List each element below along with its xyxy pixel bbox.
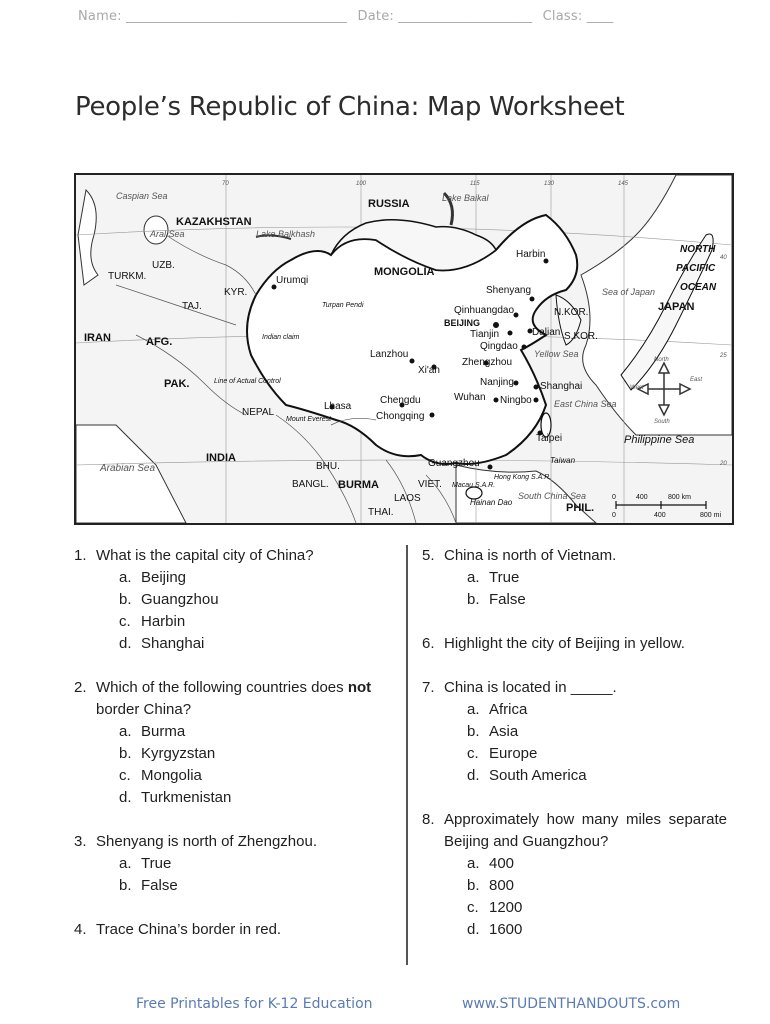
map-label-chongqing: Chongqing bbox=[376, 411, 425, 422]
answer-option[interactable] bbox=[74, 875, 384, 897]
question-4 bbox=[74, 919, 384, 941]
option-letter: d. bbox=[467, 921, 480, 938]
option-text: 400 bbox=[489, 855, 515, 872]
map-label-turpan-pendi: Turpan Pendi bbox=[322, 302, 364, 309]
map-label-kazakhstan: KAZAKHSTAN bbox=[176, 216, 252, 228]
map-label-wuhan: Wuhan bbox=[454, 392, 486, 403]
scale-mi-400: 400 bbox=[654, 512, 666, 519]
question-text: China is north of Vietnam. bbox=[444, 547, 617, 564]
map-label-philippines: PHIL. bbox=[566, 502, 595, 514]
option-text: Beijing bbox=[141, 569, 187, 586]
question-7 bbox=[422, 677, 727, 787]
option-letter: d. bbox=[119, 635, 132, 652]
map-label-pacific: PACIFIC bbox=[676, 263, 716, 274]
question-number: 3. bbox=[74, 833, 87, 850]
option-letter: a. bbox=[467, 569, 480, 586]
map-label-pakistan: PAK. bbox=[164, 378, 190, 390]
option-text: 1600 bbox=[489, 921, 523, 938]
map-label-dalian: Dalian bbox=[532, 327, 561, 338]
option-text: True bbox=[489, 569, 520, 586]
map-label-line-of-actual-control: Line of Actual Control bbox=[214, 378, 281, 385]
option-letter: a. bbox=[119, 569, 132, 586]
grid-number: 70 bbox=[222, 181, 229, 187]
answer-option[interactable] bbox=[422, 743, 727, 765]
option-text: Shanghai bbox=[141, 635, 205, 652]
question-text: China is located in _____. bbox=[444, 679, 617, 696]
question-text-part: border China? bbox=[96, 701, 192, 718]
worksheet-header bbox=[78, 9, 728, 24]
map-label-bangladesh: BANGL. bbox=[292, 479, 329, 490]
map-label-russia: RUSSIA bbox=[368, 198, 410, 210]
map-label-hainan-dao: Hainan Dao bbox=[470, 498, 513, 507]
question-number: 8. bbox=[422, 811, 435, 828]
map-label-shanghai: Shanghai bbox=[540, 381, 583, 392]
questions-right-column bbox=[422, 545, 727, 963]
map-label-turkmenistan: TURKM. bbox=[108, 271, 147, 282]
map-label-zhengzhou: Zhengzhou bbox=[462, 357, 513, 368]
question-number: 2. bbox=[74, 679, 87, 696]
map-label-indian-claim: Indian claim bbox=[262, 334, 300, 341]
option-text: Europe bbox=[489, 745, 538, 762]
map-label-tajikistan: TAJ. bbox=[182, 301, 202, 312]
question-text: Trace China’s border in red. bbox=[96, 921, 282, 938]
question-text: Highlight the city of Beijing in yellow. bbox=[444, 635, 685, 652]
option-letter: a. bbox=[119, 855, 132, 872]
answer-option[interactable] bbox=[74, 611, 384, 633]
map-label-taipei: Taipei bbox=[536, 433, 563, 444]
answer-option[interactable] bbox=[74, 853, 384, 875]
map-label-qinhuangdao: Qinhuangdao bbox=[454, 305, 515, 316]
option-letter: c. bbox=[467, 899, 479, 916]
answer-option[interactable] bbox=[74, 589, 384, 611]
footer-tagline-link[interactable]: Free Printables for K-12 Education bbox=[136, 996, 373, 1012]
map-label-taiwan: Taiwan bbox=[550, 456, 576, 465]
answer-option[interactable] bbox=[74, 765, 384, 787]
compass-north-label: North bbox=[654, 357, 669, 363]
option-letter: a. bbox=[467, 855, 480, 872]
option-letter: b. bbox=[467, 723, 480, 740]
map-label-nepal: NEPAL bbox=[242, 407, 275, 418]
answer-option[interactable] bbox=[422, 875, 727, 897]
answer-option[interactable] bbox=[74, 721, 384, 743]
option-text: False bbox=[489, 591, 526, 608]
option-letter: a. bbox=[119, 723, 132, 740]
option-letter: d. bbox=[119, 789, 132, 806]
map-label-lake-balkhash: Lake Balkhash bbox=[256, 229, 316, 239]
map-label-chengdu: Chengdu bbox=[380, 395, 421, 406]
question-1 bbox=[74, 545, 384, 655]
option-letter: c. bbox=[119, 613, 131, 630]
option-letter: b. bbox=[467, 591, 480, 608]
map-label-japan: JAPAN bbox=[658, 301, 695, 313]
option-text: Harbin bbox=[141, 613, 186, 630]
map-label-guangzhou: Guangzhou bbox=[428, 458, 480, 469]
option-text: True bbox=[141, 855, 172, 872]
option-text: False bbox=[141, 877, 178, 894]
option-letter: d. bbox=[467, 767, 480, 784]
map-label-ocean: OCEAN bbox=[680, 282, 717, 293]
map-label-urumqi: Urumqi bbox=[276, 275, 309, 286]
grid-number: 145 bbox=[618, 181, 629, 187]
question-5 bbox=[422, 545, 727, 611]
question-number: 6. bbox=[422, 635, 435, 652]
map-label-thailand: THAI. bbox=[368, 507, 394, 518]
compass-south-label: South bbox=[654, 419, 670, 425]
answer-option[interactable] bbox=[422, 853, 727, 875]
option-text: 800 bbox=[489, 877, 515, 894]
question-text bbox=[96, 677, 384, 721]
map-label-beijing: BEIJING bbox=[444, 318, 481, 328]
date-field-label: Date: ____________________ bbox=[357, 9, 533, 24]
answer-option[interactable] bbox=[74, 787, 384, 809]
option-text: Guangzhou bbox=[141, 591, 219, 608]
map-label-tianjin: Tianjin bbox=[470, 329, 500, 340]
map-label-aral-sea: Aral Sea bbox=[150, 229, 185, 239]
answer-option[interactable] bbox=[422, 765, 727, 787]
answer-option[interactable] bbox=[74, 567, 384, 589]
grid-number: 25 bbox=[720, 353, 727, 359]
scale-mi-800: 800 mi bbox=[700, 512, 722, 519]
option-letter: a. bbox=[467, 701, 480, 718]
question-text-part: Which of the following countries does bbox=[96, 679, 348, 696]
grid-number: 100 bbox=[356, 181, 367, 187]
option-text: Mongolia bbox=[141, 767, 202, 784]
compass-east-label: East bbox=[690, 377, 703, 383]
question-6 bbox=[422, 633, 727, 655]
grid-number: 115 bbox=[470, 181, 480, 187]
map-label-afghanistan: AFG. bbox=[146, 336, 173, 348]
answer-option[interactable] bbox=[422, 589, 727, 611]
option-text: Kyrgyzstan bbox=[141, 745, 216, 762]
option-text: South America bbox=[489, 767, 587, 784]
footer-website-link[interactable]: www.STUDENTHANDOUTS.com bbox=[462, 996, 681, 1012]
answer-option[interactable] bbox=[74, 743, 384, 765]
map-label-iran: IRAN bbox=[84, 332, 111, 344]
map-label-burma: BURMA bbox=[338, 479, 379, 491]
answer-option[interactable] bbox=[422, 567, 727, 589]
option-letter: b. bbox=[467, 877, 480, 894]
scale-km-800: 800 km bbox=[668, 494, 691, 501]
question-text: What is the capital city of China? bbox=[96, 547, 314, 564]
option-text: Asia bbox=[489, 723, 519, 740]
map-label-lhasa: Lhasa bbox=[324, 401, 352, 412]
map-label-lake-baikal: Lake Baikal bbox=[442, 193, 489, 203]
map-label-harbin: Harbin bbox=[516, 249, 546, 260]
compass-west-label: West bbox=[630, 385, 644, 391]
option-letter: c. bbox=[467, 745, 479, 762]
map-label-xian: Xi'an bbox=[418, 365, 440, 376]
option-letter: b. bbox=[119, 745, 132, 762]
option-text: Africa bbox=[489, 701, 528, 718]
map-label-nanjing: Nanjing bbox=[480, 377, 514, 388]
map-label-india: INDIA bbox=[206, 452, 236, 464]
grid-number: 20 bbox=[720, 461, 727, 467]
option-text: Turkmenistan bbox=[141, 789, 232, 806]
map-label-caspian-sea: Caspian Sea bbox=[116, 191, 168, 201]
map-label-uzbekistan: UZB. bbox=[152, 260, 175, 271]
map-label-kyrgyzstan: KYR. bbox=[224, 287, 248, 298]
map-label-north: NORTH bbox=[680, 244, 716, 255]
option-text: Burma bbox=[141, 723, 186, 740]
option-letter: b. bbox=[119, 877, 132, 894]
map-label-south-korea: S.KOR. bbox=[564, 331, 598, 342]
map-label-mount-everest: Mount Everest bbox=[286, 416, 332, 423]
answer-option[interactable] bbox=[422, 699, 727, 721]
map-label-hong-kong: Hong Kong S.A.R. bbox=[494, 474, 552, 481]
answer-option[interactable] bbox=[74, 633, 384, 655]
name-field-label: Name: _________________________________ bbox=[78, 9, 348, 24]
question-number: 4. bbox=[74, 921, 87, 938]
map-label-mongolia: MONGOLIA bbox=[374, 266, 435, 278]
map-label-yellow-sea: Yellow Sea bbox=[534, 349, 579, 359]
map-label-bhutan: BHU. bbox=[316, 461, 340, 472]
questions-left-column bbox=[74, 545, 384, 963]
map-label-shenyang: Shenyang bbox=[486, 285, 532, 296]
map-label-sea-of-japan: Sea of Japan bbox=[602, 287, 656, 297]
question-3 bbox=[74, 831, 384, 897]
map-label-macau: Macau S.A.R. bbox=[452, 482, 496, 489]
map-label-ningbo: Ningbo bbox=[500, 395, 532, 406]
grid-number: 130 bbox=[544, 181, 555, 187]
question-text: Shenyang is north of Zhengzhou. bbox=[96, 833, 317, 850]
map-label-philippine-sea: Philippine Sea bbox=[624, 434, 695, 446]
question-number: 1. bbox=[74, 547, 87, 564]
map-label-arabian-sea: Arabian Sea bbox=[100, 463, 156, 474]
map-label-vietnam: VIET. bbox=[418, 479, 442, 490]
column-divider bbox=[406, 545, 408, 965]
map-label-lanzhou: Lanzhou bbox=[370, 349, 409, 360]
china-map-svg bbox=[76, 175, 732, 523]
option-letter: c. bbox=[119, 767, 131, 784]
map-label-laos: LAOS bbox=[394, 493, 421, 504]
map-label-north-korea: N.KOR. bbox=[554, 307, 589, 318]
question-8 bbox=[422, 809, 727, 941]
answer-option[interactable] bbox=[422, 919, 727, 941]
question-number: 7. bbox=[422, 679, 435, 696]
class-field-label: Class: ____ bbox=[542, 9, 614, 24]
question-2 bbox=[74, 677, 384, 809]
answer-option[interactable] bbox=[422, 721, 727, 743]
map-label-east-china-sea: East China Sea bbox=[554, 399, 617, 409]
answer-option[interactable] bbox=[422, 897, 727, 919]
question-text-emphasis: not bbox=[347, 679, 372, 696]
scale-km-400: 400 bbox=[636, 494, 648, 501]
map-label-south-china-sea: South China Sea bbox=[518, 491, 587, 501]
page-title: People’s Republic of China: Map Worksheet bbox=[75, 92, 625, 122]
map-label-qingdao: Qingdao bbox=[480, 341, 518, 352]
scale-mi-0: 0 bbox=[612, 512, 616, 519]
grid-number: 40 bbox=[720, 255, 727, 261]
option-text: 1200 bbox=[489, 899, 523, 916]
question-text: Approximately how many miles separate Beijing and Guangzhou? bbox=[444, 811, 727, 850]
option-letter: b. bbox=[119, 591, 132, 608]
china-map bbox=[74, 173, 734, 525]
scale-km-0: 0 bbox=[612, 494, 616, 501]
question-number: 5. bbox=[422, 547, 435, 564]
